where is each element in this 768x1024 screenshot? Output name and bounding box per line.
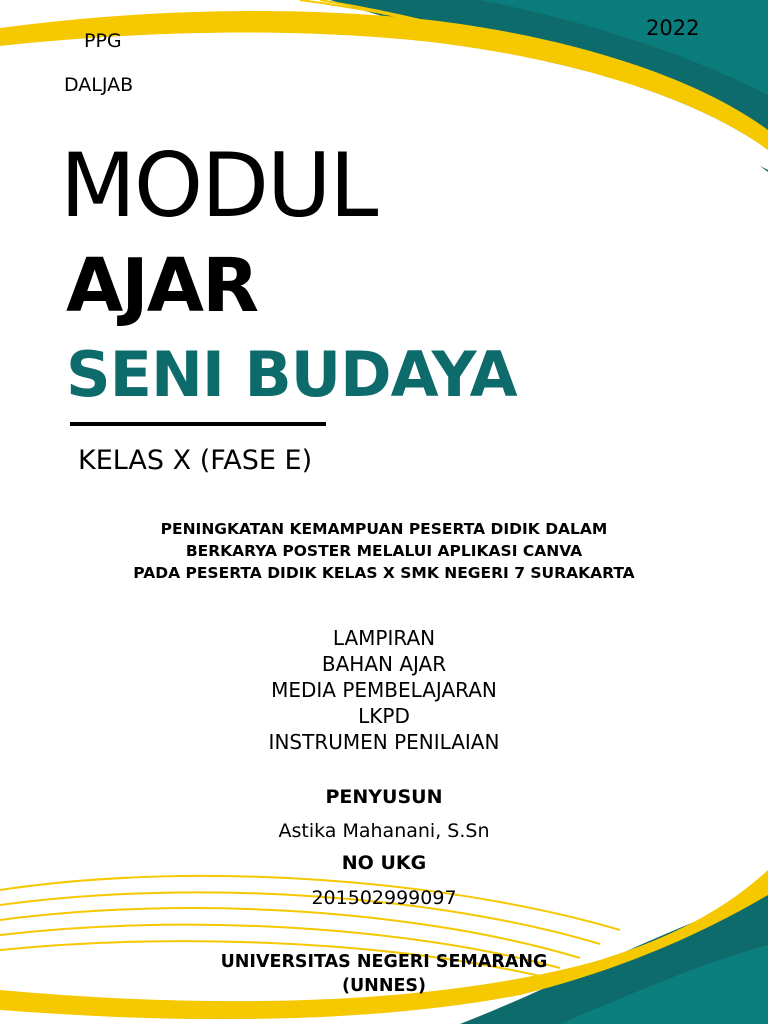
author-label: PENYUSUN — [325, 786, 443, 808]
subtitle-line: PENINGKATAN KEMAMPUAN PESERTA DIDIK DALAM — [160, 520, 608, 538]
title-ajar: AJAR — [66, 243, 258, 329]
attachments-list — [0, 625, 768, 755]
subtitle-line: PADA PESERTA DIDIK KELAS X SMK NEGERI 7 SURAKARTA — [133, 564, 635, 582]
author-name: Astika Mahanani, S.Sn — [278, 820, 490, 842]
university-footer — [0, 950, 768, 998]
attachment-item: LKPD — [358, 704, 410, 728]
university-abbrev: (UNNES) — [341, 976, 427, 996]
university-name: UNIVERSITAS NEGERI SEMARANG — [220, 952, 548, 972]
subtitle-line: BERKARYA POSTER MELALUI APLIKASI CANVA — [185, 542, 583, 560]
attachment-item: INSTRUMEN PENILAIAN — [268, 730, 500, 754]
title-divider — [70, 422, 326, 426]
ukg-label: NO UKG — [341, 852, 427, 874]
attachment-item: BAHAN AJAR — [321, 652, 447, 676]
class-info: KELAS X (FASE E) — [78, 445, 313, 476]
attachment-item: LAMPIRAN — [332, 626, 436, 650]
program-label-daljab: DALJAB — [64, 74, 134, 96]
year-label: 2022 — [646, 16, 700, 40]
ukg-number: 201502999097 — [311, 887, 457, 909]
title-modul: MODUL — [60, 134, 377, 237]
title-seni-budaya: SENI BUDAYA — [66, 338, 517, 411]
attachment-item: MEDIA PEMBELAJARAN — [271, 678, 497, 702]
program-label-ppg: PPG — [84, 30, 122, 52]
subtitle-block — [0, 518, 768, 584]
